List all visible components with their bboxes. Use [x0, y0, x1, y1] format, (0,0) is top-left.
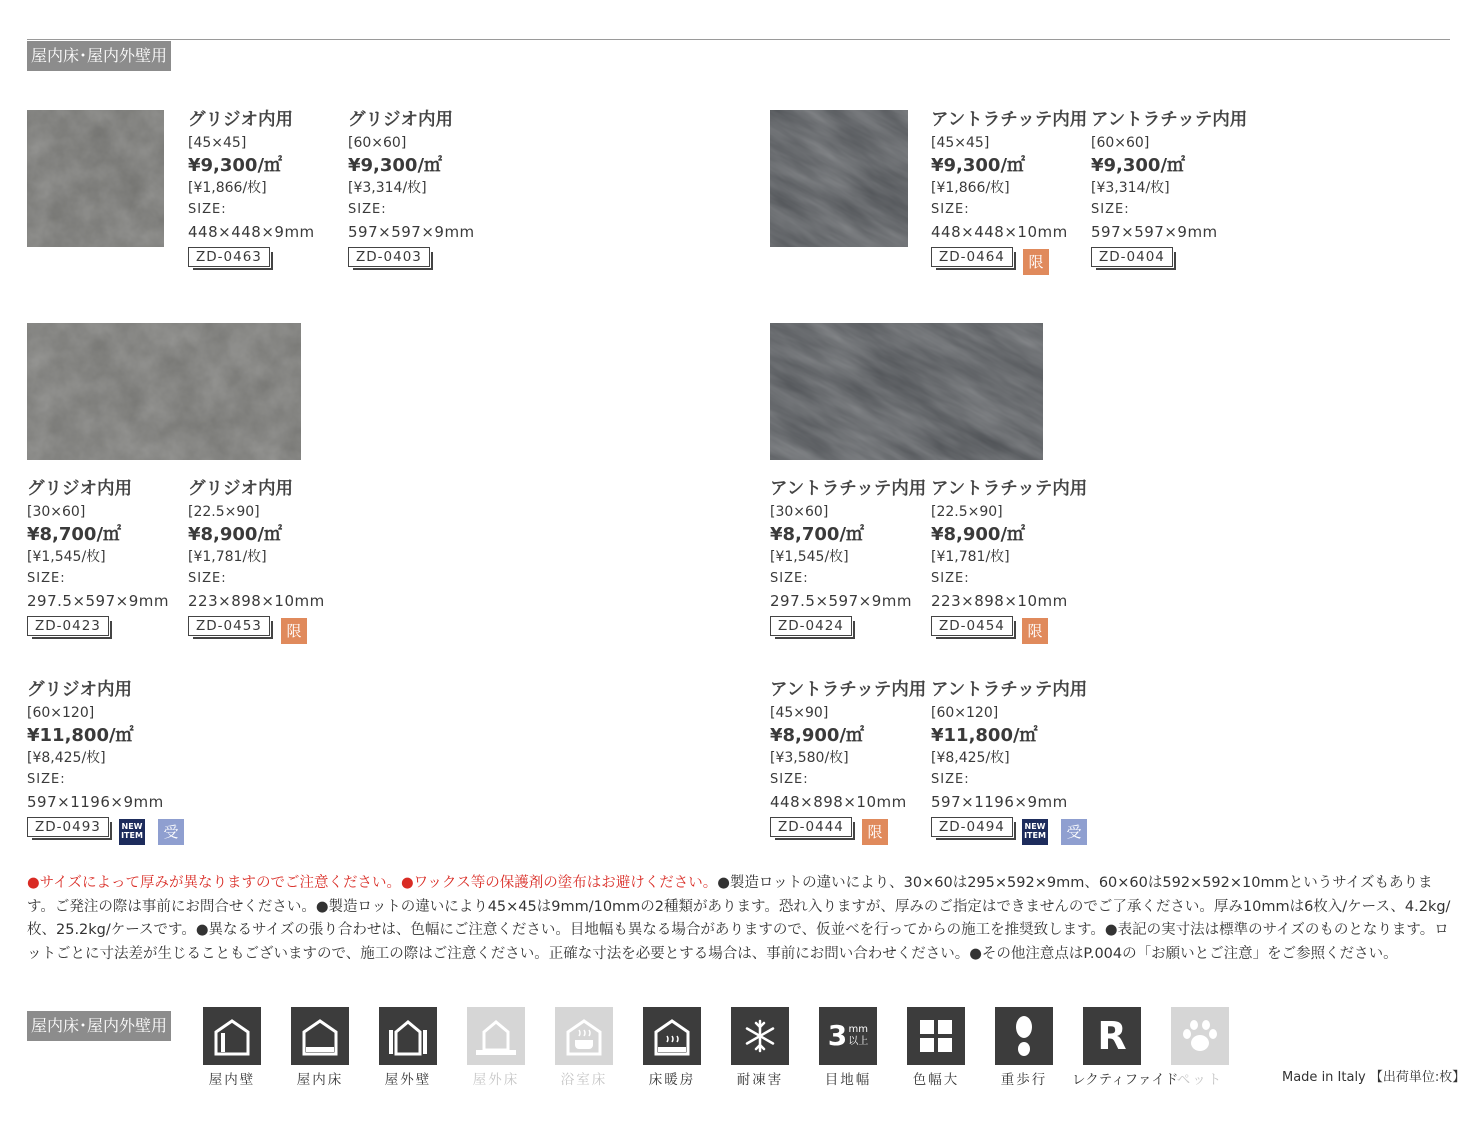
product-piece-price: [¥8,425/枚]: [27, 750, 106, 766]
product-card: [188, 478, 348, 642]
legend-color-variation: [896, 1007, 976, 1088]
size-label: SIZE:: [27, 772, 66, 787]
legend-heavy-walking: [984, 1007, 1064, 1088]
new-item-badge: [119, 819, 145, 845]
legend-outdoor-wall: [368, 1007, 448, 1088]
size-label: SIZE:: [931, 202, 970, 217]
product-name: アントラチッテ内用: [931, 680, 1088, 700]
legend-label: 屋外床: [472, 1072, 520, 1088]
product-card: [931, 109, 1091, 273]
product-price: ¥8,900/㎡: [770, 725, 865, 746]
new-badge-line2: ITEM: [1024, 831, 1046, 840]
product-size: [45×45]: [188, 135, 247, 151]
heavy-walking-icon: [1009, 1014, 1039, 1058]
section-label-bottom: 屋内床･屋内外壁用: [27, 1011, 171, 1041]
product-name: グリジオ内用: [188, 110, 293, 130]
swatch-grigio-30x60: [27, 323, 301, 460]
product-code: ZD-0453: [188, 616, 270, 636]
size-label: SIZE:: [27, 571, 66, 586]
product-size: [45×45]: [931, 135, 990, 151]
product-code: ZD-0464: [931, 247, 1013, 267]
product-name: アントラチッテ内用: [1091, 110, 1248, 130]
note-thickness-warning: ●サイズによって厚みが異なりますのでご注意ください。: [27, 875, 401, 891]
swatch-antracite-45: [770, 110, 908, 247]
size-label: SIZE:: [188, 202, 227, 217]
product-name: アントラチッテ内用: [931, 110, 1088, 130]
product-size: [60×120]: [931, 705, 999, 721]
legend-indoor-floor: [280, 1007, 360, 1088]
product-name: グリジオ内用: [27, 479, 132, 499]
indoor-floor-icon: [300, 1016, 340, 1056]
product-piece-price: [¥8,425/枚]: [931, 750, 1010, 766]
pet-icon: [1181, 1018, 1219, 1054]
made-to-order-badge: 受: [1061, 819, 1087, 845]
outdoor-wall-icon: [386, 1016, 430, 1056]
product-card: [27, 679, 187, 843]
product-price: ¥11,800/㎡: [27, 725, 134, 746]
product-code: ZD-0423: [27, 616, 109, 636]
rectified-icon: R: [1083, 1007, 1141, 1065]
product-code: ZD-0404: [1091, 247, 1173, 267]
size-label: SIZE:: [188, 571, 227, 586]
product-size: [60×60]: [348, 135, 407, 151]
product-size: [30×60]: [27, 504, 86, 520]
product-price: ¥11,800/㎡: [931, 725, 1038, 746]
product-dimensions: 597×1196×9mm: [931, 793, 1068, 811]
product-code: ZD-0424: [770, 616, 852, 636]
limited-badge: 限: [1022, 618, 1048, 644]
legend-label: 屋内壁: [208, 1072, 256, 1088]
legend-label: ペット: [1176, 1072, 1224, 1088]
product-piece-price: [¥3,580/枚]: [770, 750, 849, 766]
product-dimensions: 223×898×10mm: [931, 592, 1068, 610]
legend-label: 屋内床: [296, 1072, 344, 1088]
product-name: グリジオ内用: [188, 479, 293, 499]
product-name: アントラチッテ内用: [931, 479, 1088, 499]
legend-label: 床暖房: [648, 1072, 696, 1088]
color-variation-icon: [919, 1019, 953, 1053]
limited-badge: 限: [862, 819, 888, 845]
product-code: ZD-0493: [27, 817, 109, 837]
product-size: [45×90]: [770, 705, 829, 721]
section-label: 屋内床･屋内外壁用: [27, 41, 171, 71]
size-label: SIZE:: [770, 772, 809, 787]
product-dimensions: 597×597×9mm: [348, 223, 475, 241]
floor-heating-icon: [652, 1016, 692, 1056]
product-size: [30×60]: [770, 504, 829, 520]
product-piece-price: [¥3,314/枚]: [1091, 180, 1170, 196]
product-piece-price: [¥1,866/枚]: [188, 180, 267, 196]
caution-notes: [27, 872, 1452, 966]
legend-rectified: [1072, 1007, 1179, 1088]
note-wax-warning: ●ワックス等の保護剤の塗布はお避けください。: [401, 875, 718, 891]
product-card: [348, 109, 508, 273]
product-price: ¥9,300/㎡: [931, 155, 1026, 176]
legend-frost-resistant: [720, 1007, 800, 1088]
product-dimensions: 223×898×10mm: [188, 592, 325, 610]
new-item-badge: [1022, 819, 1048, 845]
product-price: ¥8,700/㎡: [27, 524, 122, 545]
product-dimensions: 597×1196×9mm: [27, 793, 164, 811]
product-size: [60×60]: [1091, 135, 1150, 151]
outdoor-floor-icon: [474, 1016, 518, 1056]
product-card: [770, 679, 930, 843]
product-price: ¥8,900/㎡: [188, 524, 283, 545]
product-piece-price: [¥1,545/枚]: [27, 549, 106, 565]
origin-note: Made in Italy 【出荷単位:枚】: [1282, 1070, 1466, 1085]
product-card: [27, 478, 187, 642]
legend-floor-heating: [632, 1007, 712, 1088]
product-size: [60×120]: [27, 705, 95, 721]
legend-label: 浴室床: [560, 1072, 608, 1088]
product-dimensions: 448×448×9mm: [188, 223, 315, 241]
joint-width-number: 3: [827, 1019, 848, 1052]
legend-label: 重歩行: [1000, 1072, 1048, 1088]
product-price: ¥9,300/㎡: [348, 155, 443, 176]
product-price: ¥9,300/㎡: [1091, 155, 1186, 176]
legend-label: 色幅大: [912, 1072, 960, 1088]
legend-label: 屋外壁: [384, 1072, 432, 1088]
product-size: [22.5×90]: [188, 504, 260, 520]
legend-joint-width: [808, 1007, 888, 1088]
product-dimensions: 448×448×10mm: [931, 223, 1068, 241]
product-code: ZD-0463: [188, 247, 270, 267]
limited-badge: 限: [1023, 249, 1049, 275]
indoor-wall-icon: [212, 1016, 252, 1056]
legend-label: レクティファイド: [1072, 1072, 1179, 1088]
joint-width-icon: [819, 1007, 877, 1065]
product-code: ZD-0444: [770, 817, 852, 837]
bathroom-floor-icon: [564, 1016, 604, 1056]
product-dimensions: 448×898×10mm: [770, 793, 907, 811]
product-price: ¥8,900/㎡: [931, 524, 1026, 545]
made-to-order-badge: 受: [158, 819, 184, 845]
new-badge-line1: NEW: [1024, 822, 1046, 831]
product-card: [770, 478, 930, 642]
product-price: ¥8,700/㎡: [770, 524, 865, 545]
legend-outdoor-floor: [456, 1007, 536, 1088]
top-rule: [27, 39, 1450, 40]
product-name: アントラチッテ内用: [770, 680, 927, 700]
product-card: [931, 478, 1091, 642]
frost-resistant-icon: [742, 1018, 778, 1054]
swatch-antracite-30x60: [770, 323, 1043, 460]
new-badge-line1: NEW: [121, 822, 143, 831]
product-code: ZD-0494: [931, 817, 1013, 837]
legend-indoor-wall: [192, 1007, 272, 1088]
product-card: [188, 109, 348, 273]
legend-bathroom-floor: [544, 1007, 624, 1088]
product-name: グリジオ内用: [27, 680, 132, 700]
product-card: [1091, 109, 1251, 273]
legend-pet: [1160, 1007, 1240, 1088]
product-piece-price: [¥1,781/枚]: [931, 549, 1010, 565]
product-dimensions: 297.5×597×9mm: [27, 592, 169, 610]
product-piece-price: [¥1,545/枚]: [770, 549, 849, 565]
product-size: [22.5×90]: [931, 504, 1003, 520]
product-piece-price: [¥1,781/枚]: [188, 549, 267, 565]
joint-width-unit: mm: [848, 1024, 868, 1035]
note-body: ●製造ロットの違いにより、30×60は295×592×9mm、60×60は592×592×10mmというサイズもあります。ご発注の際は事前にお問合せください。●製造ロットの違いにより45×45は9mm/10mmの2種類があります。恐れ入りますが、厚みのご指定はできませんのでご了承ください。厚み10mmは6枚入/ケース、4.2kg/枚、25.2kg/ケースです。●異なるサイズの張り合わせは、色幅にご注意ください。目地幅も異なる場合がありますので、仮並べを行ってからの施工を推奨致します。●表記の実寸法は標準のサイズのものとなります。ロットごとに寸法差が生じることもございますので、施工の際はご注意ください。正確な寸法を必要とする場合は、事前にお問い合わせください。●その他注意点はP.004の「お願いとご注意」をご参照ください。: [27, 875, 1451, 962]
joint-width-sub: 以上: [848, 1036, 869, 1047]
product-code: ZD-0454: [931, 616, 1013, 636]
legend-label: 耐凍害: [736, 1072, 784, 1088]
legend-label: 目地幅: [824, 1072, 872, 1088]
product-price: ¥9,300/㎡: [188, 155, 283, 176]
size-label: SIZE:: [931, 772, 970, 787]
size-label: SIZE:: [1091, 202, 1130, 217]
product-piece-price: [¥3,314/枚]: [348, 180, 427, 196]
product-dimensions: 597×597×9mm: [1091, 223, 1218, 241]
product-piece-price: [¥1,866/枚]: [931, 180, 1010, 196]
swatch-grigio-45: [27, 110, 164, 247]
limited-badge: 限: [281, 618, 307, 644]
size-label: SIZE:: [770, 571, 809, 586]
product-code: ZD-0403: [348, 247, 430, 267]
new-badge-line2: ITEM: [121, 831, 143, 840]
product-dimensions: 297.5×597×9mm: [770, 592, 912, 610]
product-name: アントラチッテ内用: [770, 479, 927, 499]
size-label: SIZE:: [348, 202, 387, 217]
size-label: SIZE:: [931, 571, 970, 586]
product-card: [931, 679, 1091, 843]
product-name: グリジオ内用: [348, 110, 453, 130]
